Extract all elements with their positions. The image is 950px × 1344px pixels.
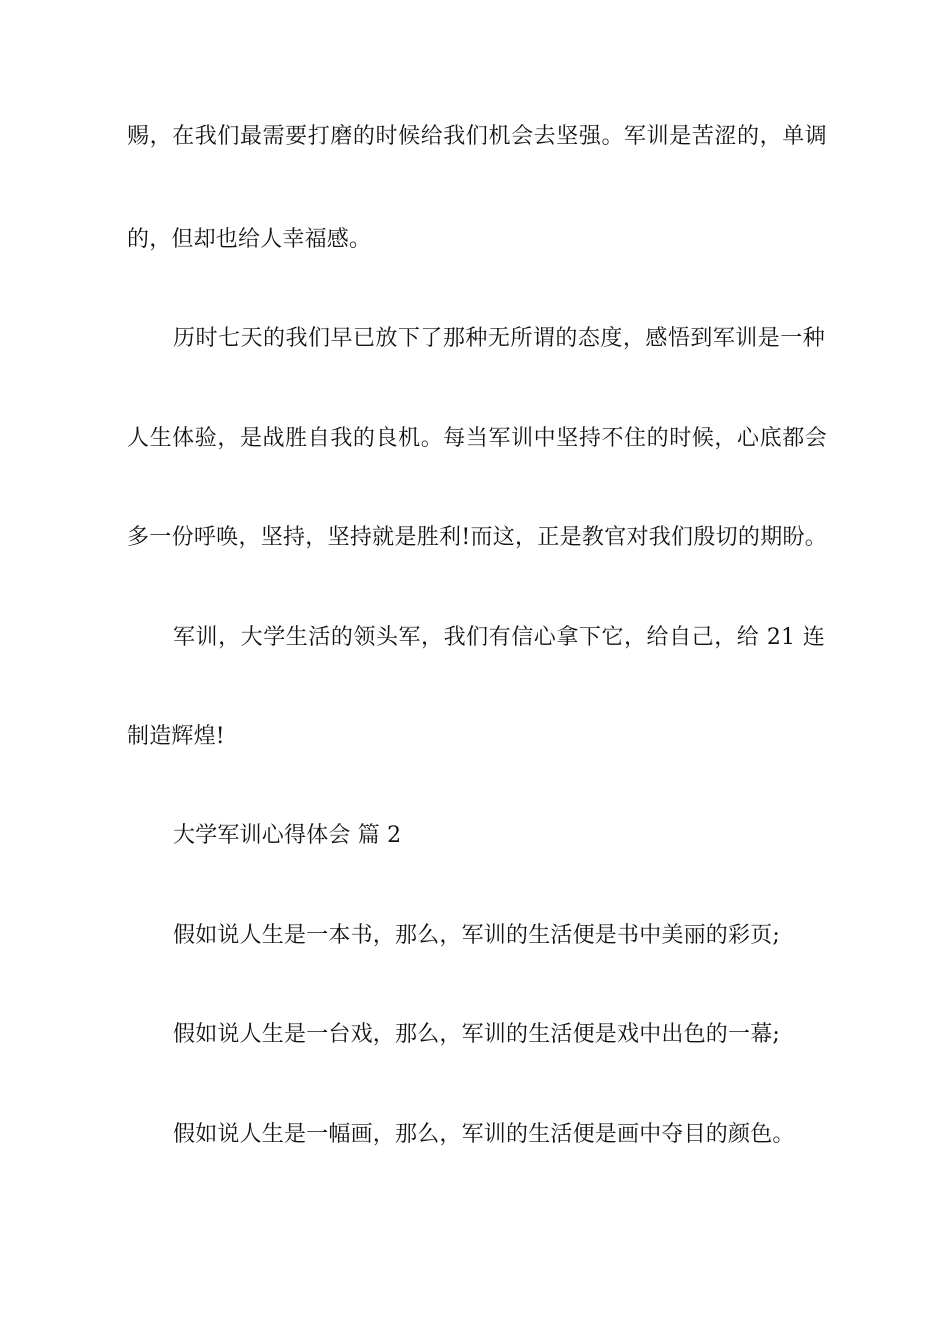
paragraph-line: 的，但却也给人幸福感。 (127, 227, 372, 252)
section-heading: 大学军训心得体会 篇 2 (173, 823, 402, 848)
paragraph-line: 赐，在我们最需要打磨的时候给我们机会去坚强。军训是苦涩的，单调 (127, 124, 827, 149)
paragraph-line: 假如说人生是一幅画，那么，军训的生活便是画中夺目的颜色。 (173, 1122, 795, 1147)
paragraph-line: 军训，大学生活的领头军，我们有信心拿下它，给自己，给 21 连 (173, 625, 825, 650)
paragraph-line: 假如说人生是一本书，那么，军训的生活便是书中美丽的彩页; (173, 923, 781, 948)
paragraph-line: 人生体验，是战胜自我的良机。每当军训中坚持不住的时候，心底都会 (127, 426, 827, 451)
paragraph-line: 制造辉煌! (127, 724, 225, 749)
paragraph-line: 假如说人生是一台戏，那么，军训的生活便是戏中出色的一幕; (173, 1022, 781, 1047)
paragraph-line: 历时七天的我们早已放下了那种无所谓的态度，感悟到军训是一种 (173, 326, 825, 351)
paragraph-line: 多一份呼唤，坚持，坚持就是胜利!而这，正是教官对我们殷切的期盼。 (127, 525, 827, 550)
